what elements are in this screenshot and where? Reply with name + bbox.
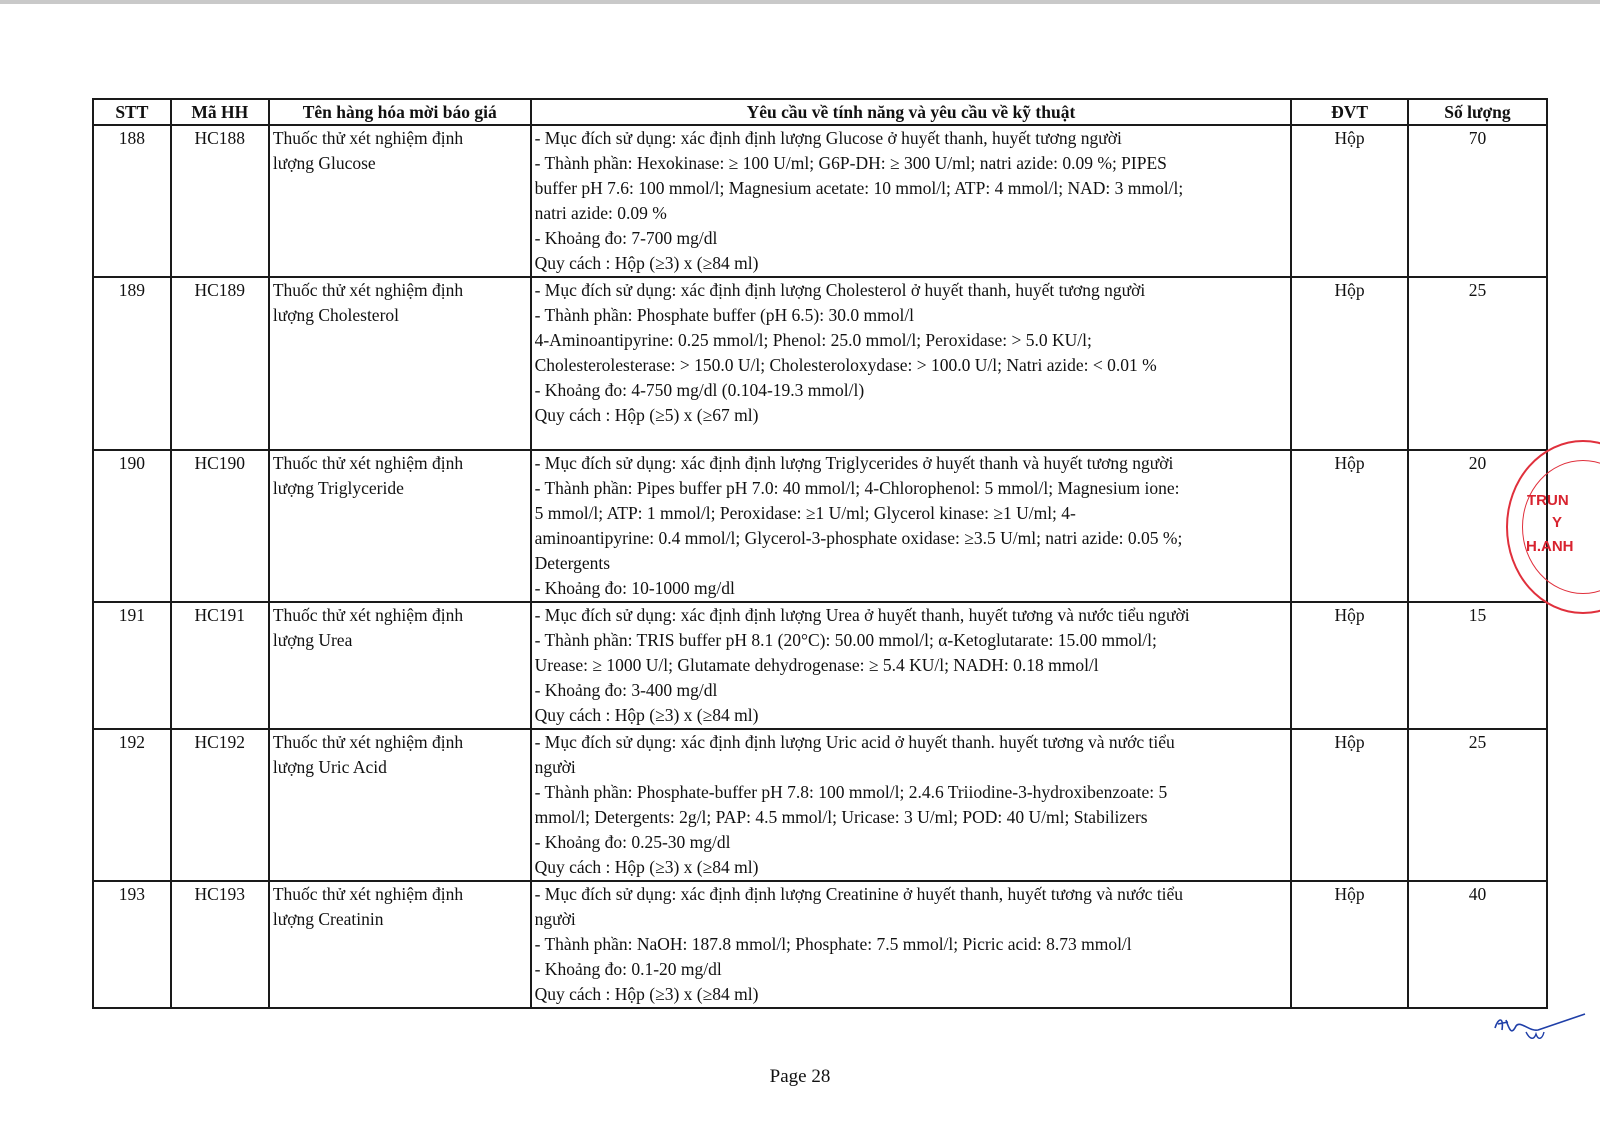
cell-so-luong: 25: [1408, 729, 1547, 881]
table-header-row: [93, 99, 1547, 125]
cell-yeu-cau-ky-thuat-line: aminoantipyrine: 0.4 mmol/l; Glycerol-3-phosphate oxidase: ≥3.5 U/ml; natri azide: 0.05 %;: [534, 528, 1183, 548]
cell-yeu-cau-ky-thuat-line: - Mục đích sử dụng: xác định định lượng Urea ở huyết thanh, huyết tương và nước tiểu người: [534, 605, 1190, 625]
cell-ten-hang-hoa-line: lượng Cholesterol: [272, 305, 400, 325]
cell-so-luong: 25: [1408, 277, 1547, 450]
cell-yeu-cau-ky-thuat: [531, 450, 1292, 602]
stamp-text-line1: TRUN: [1527, 492, 1569, 509]
cell-yeu-cau-ky-thuat-line: - Thành phần: Phosphate buffer (pH 6.5): 30.0 mmol/l: [534, 305, 915, 325]
cell-dvt: Hộp: [1291, 602, 1408, 729]
stamp-text-line3: H.ANH: [1526, 538, 1574, 555]
cell-ten-hang-hoa-line: lượng Creatinin: [272, 909, 384, 929]
cell-yeu-cau-ky-thuat: [531, 602, 1292, 729]
cell-yeu-cau-ky-thuat-line: - Mục đích sử dụng: xác định định lượng Uric acid ở huyết thanh. huyết tương và nước tiểu: [534, 732, 1175, 752]
header-ma-hh: Mã HH: [171, 99, 269, 125]
cell-ma-hh: HC189: [171, 277, 269, 450]
cell-ten-hang-hoa: [269, 277, 531, 450]
scan-top-edge: [0, 0, 1600, 4]
cell-ten-hang-hoa-line: Thuốc thử xét nghiệm định: [272, 884, 464, 904]
cell-ten-hang-hoa-line: Thuốc thử xét nghiệm định: [272, 453, 464, 473]
signature-initials: [1490, 1010, 1590, 1050]
cell-yeu-cau-ky-thuat-line: - Khoảng đo: 4-750 mg/dl (0.104-19.3 mmol/l): [534, 380, 865, 400]
cell-ten-hang-hoa: [269, 125, 531, 277]
table-row: [93, 881, 1547, 1008]
cell-ma-hh: HC191: [171, 602, 269, 729]
cell-yeu-cau-ky-thuat-line: - Mục đích sử dụng: xác định định lượng Cholesterol ở huyết thanh, huyết tương người: [534, 280, 1146, 300]
cell-yeu-cau-ky-thuat-line: - Khoảng đo: 3-400 mg/dl: [534, 680, 718, 700]
cell-ten-hang-hoa-line: lượng Triglyceride: [272, 478, 404, 498]
cell-yeu-cau-ky-thuat-line: - Khoảng đo: 0.1-20 mg/dl: [534, 959, 722, 979]
header-yeu-cau-ky-thuat: Yêu cầu về tính năng và yêu cầu về kỹ thuật: [531, 99, 1292, 125]
cell-dvt: Hộp: [1291, 277, 1408, 450]
cell-ten-hang-hoa: [269, 602, 531, 729]
cell-ma-hh: HC190: [171, 450, 269, 602]
cell-so-luong: 70: [1408, 125, 1547, 277]
cell-ten-hang-hoa-line: Thuốc thử xét nghiệm định: [272, 605, 464, 625]
cell-yeu-cau-ky-thuat-line: - Khoảng đo: 7-700 mg/dl: [534, 228, 718, 248]
cell-yeu-cau-ky-thuat: [531, 277, 1292, 450]
cell-yeu-cau-ky-thuat-line: người: [534, 909, 576, 929]
cell-stt: 188: [93, 125, 171, 277]
cell-yeu-cau-ky-thuat-line: natri azide: 0.09 %: [534, 203, 667, 223]
cell-yeu-cau-ky-thuat-line: Quy cách : Hộp (≥3) x (≥84 ml): [534, 984, 759, 1004]
cell-yeu-cau-ky-thuat-line: buffer pH 7.6: 100 mmol/l; Magnesium acetate: 10 mmol/l; ATP: 4 mmol/l; NAD: 3 mmol/l;: [534, 178, 1184, 198]
cell-so-luong: 20: [1408, 450, 1547, 602]
cell-yeu-cau-ky-thuat-line: - Thành phần: NaOH: 187.8 mmol/l; Phosphate: 7.5 mmol/l; Picric acid: 8.73 mmol/l: [534, 934, 1132, 954]
table-row: [93, 125, 1547, 277]
cell-stt: 190: [93, 450, 171, 602]
cell-yeu-cau-ky-thuat: [531, 125, 1292, 277]
cell-yeu-cau-ky-thuat-line: Quy cách : Hộp (≥3) x (≥84 ml): [534, 253, 759, 273]
cell-dvt: Hộp: [1291, 729, 1408, 881]
cell-yeu-cau-ky-thuat-line: 5 mmol/l; ATP: 1 mmol/l; Peroxidase: ≥1 U/ml; Glycerol kinase: ≥1 U/ml; 4-: [534, 503, 1076, 523]
cell-stt: 193: [93, 881, 171, 1008]
cell-ten-hang-hoa-line: lượng Glucose: [272, 153, 376, 173]
cell-yeu-cau-ky-thuat-line: mmol/l; Detergents: 2g/l; PAP: 4.5 mmol/l; Uricase: 3 U/ml; POD: 40 U/ml; Stabilizers: [534, 807, 1148, 827]
cell-ma-hh: HC192: [171, 729, 269, 881]
cell-so-luong: 15: [1408, 602, 1547, 729]
table-row: [93, 729, 1547, 881]
cell-yeu-cau-ky-thuat: [531, 881, 1292, 1008]
cell-yeu-cau-ky-thuat-line: - Thành phần: Phosphate-buffer pH 7.8: 100 mmol/l; 2.4.6 Triiodine-3-hydroxibenzoate: 5: [534, 782, 1168, 802]
cell-ten-hang-hoa-line: Thuốc thử xét nghiệm định: [272, 128, 464, 148]
cell-yeu-cau-ky-thuat-line: 4-Aminoantipyrine: 0.25 mmol/l; Phenol: 25.0 mmol/l; Peroxidase: > 5.0 KU/l;: [534, 330, 1092, 350]
header-so-luong: Số lượng: [1408, 99, 1547, 125]
cell-yeu-cau-ky-thuat-line: - Khoảng đo: 0.25-30 mg/dl: [534, 832, 731, 852]
cell-yeu-cau-ky-thuat-line: - Thành phần: Hexokinase: ≥ 100 U/ml; G6P-DH: ≥ 300 U/ml; natri azide: 0.09 %; PIPES: [534, 153, 1167, 173]
cell-ma-hh: HC193: [171, 881, 269, 1008]
header-ten-hang-hoa: Tên hàng hóa mời báo giá: [269, 99, 531, 125]
stamp-text-line2: Y: [1552, 514, 1563, 531]
header-stt: STT: [93, 99, 171, 125]
cell-yeu-cau-ky-thuat-line: Quy cách : Hộp (≥3) x (≥84 ml): [534, 857, 759, 877]
table-row: [93, 450, 1547, 602]
cell-dvt: Hộp: [1291, 125, 1408, 277]
cell-stt: 189: [93, 277, 171, 450]
cell-yeu-cau-ky-thuat-line: - Thành phần: Pipes buffer pH 7.0: 40 mmol/l; 4-Chlorophenol: 5 mmol/l; Magnesium ione:: [534, 478, 1180, 498]
cell-yeu-cau-ky-thuat-line: Quy cách : Hộp (≥3) x (≥84 ml): [534, 705, 759, 725]
header-dvt: ĐVT: [1291, 99, 1408, 125]
cell-yeu-cau-ky-thuat-line: Urease: ≥ 1000 U/l; Glutamate dehydrogenase: ≥ 5.4 KU/l; NADH: 0.18 mmol/l: [534, 655, 1099, 675]
cell-stt: 191: [93, 602, 171, 729]
cell-ten-hang-hoa: [269, 450, 531, 602]
cell-yeu-cau-ky-thuat: [531, 729, 1292, 881]
cell-yeu-cau-ky-thuat-line: - Mục đích sử dụng: xác định định lượng Triglycerides ở huyết thanh và huyết tương người: [534, 453, 1174, 473]
cell-dvt: Hộp: [1291, 881, 1408, 1008]
cell-yeu-cau-ky-thuat-line: - Thành phần: TRIS buffer pH 8.1 (20°C): 50.00 mmol/l; α-Ketoglutarate: 15.00 mmol/l;: [534, 630, 1157, 650]
cell-ma-hh: HC188: [171, 125, 269, 277]
cell-ten-hang-hoa: [269, 881, 531, 1008]
cell-stt: 192: [93, 729, 171, 881]
cell-ten-hang-hoa: [269, 729, 531, 881]
page-number: Page 28: [769, 1066, 831, 1087]
cell-yeu-cau-ky-thuat-line: Quy cách : Hộp (≥5) x (≥67 ml): [534, 405, 759, 425]
cell-ten-hang-hoa-line: lượng Urea: [272, 630, 353, 650]
cell-yeu-cau-ky-thuat-line: Cholesterolesterase: > 150.0 U/l; Cholesteroloxydase: > 100.0 U/l; Natri azide: < 0.01 %: [534, 355, 1157, 375]
table-row: [93, 602, 1547, 729]
cell-yeu-cau-ky-thuat-line: - Mục đích sử dụng: xác định định lượng Glucose ở huyết thanh, huyết tương người: [534, 128, 1122, 148]
cell-yeu-cau-ky-thuat-line: Detergents: [534, 553, 611, 573]
table-row: [93, 277, 1547, 450]
price-request-table: [92, 98, 1548, 1009]
cell-dvt: Hộp: [1291, 450, 1408, 602]
cell-ten-hang-hoa-line: Thuốc thử xét nghiệm định: [272, 732, 464, 752]
cell-yeu-cau-ky-thuat-line: người: [534, 757, 576, 777]
cell-ten-hang-hoa-line: Thuốc thử xét nghiệm định: [272, 280, 464, 300]
cell-yeu-cau-ky-thuat-line: - Mục đích sử dụng: xác định định lượng Creatinine ở huyết thanh, huyết tương và nước tiểu: [534, 884, 1184, 904]
cell-yeu-cau-ky-thuat-line: - Khoảng đo: 10-1000 mg/dl: [534, 578, 735, 598]
cell-so-luong: 40: [1408, 881, 1547, 1008]
cell-ten-hang-hoa-line: lượng Uric Acid: [272, 757, 387, 777]
